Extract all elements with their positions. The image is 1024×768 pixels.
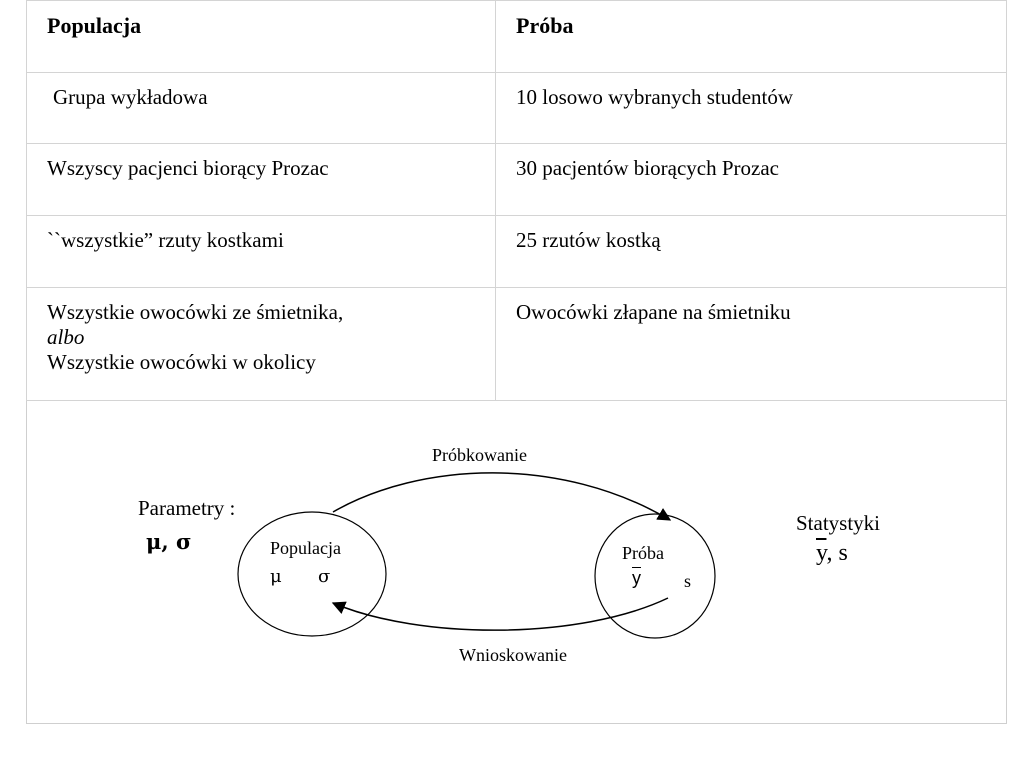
population-circle-label: Populacja [270,538,341,558]
table-row [27,144,1007,216]
parameters-label: Parametry : [138,496,236,520]
statistics-ybar: $\overline{y}$ [816,540,827,566]
sample-ybar: $\overline{y}$ [632,568,641,588]
population-cell: ``wszystkie” rzuty kostkami [47,228,284,252]
population-sample-table [26,0,1007,401]
population-cell: Wszystkie owocówki ze śmietnika, albo Wszystkie owocówki w okolicy [47,300,344,374]
population-mu: μ [270,566,282,587]
table-row [27,288,1007,401]
population-sigma: σ [318,566,331,587]
sample-cell: 30 pacjentów biorących Prozac [516,156,779,180]
population-cell: Grupa wykładowa [53,85,208,109]
sample-cell: Owocówki złapane na śmietniku [516,300,791,324]
sample-s: s [684,571,692,591]
sampling-label: Próbkowanie [432,445,527,465]
parameters-symbols: μ, σ [146,529,192,554]
table-row [27,73,1007,144]
statistics-s: , s [826,540,848,566]
population-cell: Wszyscy pacjenci biorący Prozac [47,156,329,180]
sample-circle-label: Próba [622,543,664,563]
sample-cell: 25 rzutów kostką [516,228,661,252]
header-population: Populacja [47,13,142,38]
table-header-row [27,1,1007,73]
header-sample: Próba [516,13,574,38]
inference-label: Wnioskowanie [459,645,567,665]
table-row [27,216,1007,288]
statistics-label: Statystyki [796,511,881,535]
sample-cell: 10 losowo wybranych studentów [516,85,794,109]
